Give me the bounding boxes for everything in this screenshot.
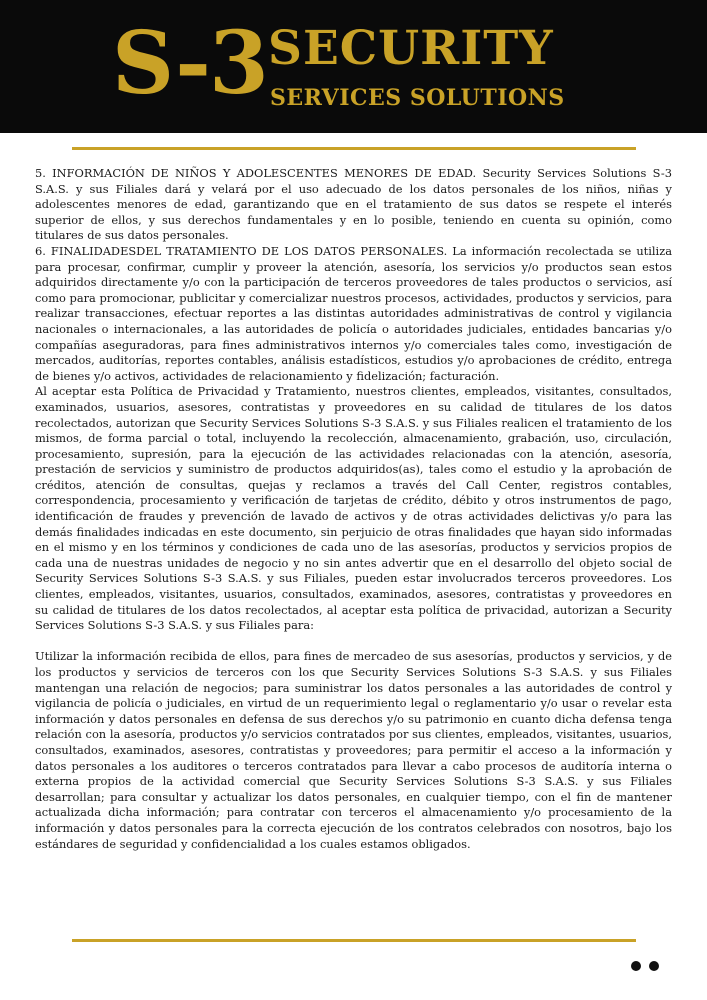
bottom-gold-rule bbox=[72, 939, 636, 942]
paragraph-data-usage: Utilizar la información recibida de ellos, para fines de mercadeo de sus asesorías, productos y servicios, y de los productos y servicios de terceros con los que Security Services Solutions S-3 S.A.S. y sus Filiales mantengan una relación de negocios; para suministrar los datos personales a las autoridades de control y vigilancia de policía o judiciales, en virtud de un requerimiento legal o reglamentario y/o usar o revelar esta información y datos personales en defensa de sus derechos y/o su patrimonio en cuanto dicha defensa tenga relación con la asesoría, productos y/o servicios contratados por sus clientes, empleados, visitantes, usuarios, consultados, examinados, asesores, contratistas y proveedores; para permitir el acceso a la información y datos personales a los auditores o terceros contratados para llevar a cabo procesos de auditoría interna o externa propios de la actividad comercial que Security Services Solutions S-3 S.A.S. y sus Filiales desarrollan; para consultar y actualizar los datos personales, en cualquier tiempo, con el fin de mantener actualizada dicha información; para contratar con terceros el almacenamiento y/o procesamiento de la información y datos personales para la correcta ejecución de los contratos celebrados con nosotros, bajo los estándares de seguridad y confidencialidad a los cuales estamos obligados. bbox=[35, 649, 672, 851]
dot-icon bbox=[649, 961, 659, 971]
top-gold-rule bbox=[72, 147, 636, 150]
document-body bbox=[35, 166, 672, 852]
logo-services-solutions-word: SERVICES SOLUTIONS bbox=[270, 85, 565, 111]
logo-s3-mark: S-3 bbox=[112, 13, 267, 114]
logo-security-word: SECURITY bbox=[268, 21, 554, 76]
header-banner bbox=[0, 0, 707, 133]
paragraph-children-data: 5. INFORMACIÓN DE NIÑOS Y ADOLESCENTES MENORES DE EDAD. Security Services Solutions S-3 S.A.S. y sus Filiales dará y velará por el uso adecuado de los datos personales de los niños, niñas y adolescentes menores de edad, garantizando que en el tratamiento de sus datos se respete el interés superior de ellos, y sus derechos fundamentales y en lo posible, teniendo en cuenta su opinión, como titulares de sus datos personales. bbox=[35, 166, 672, 243]
dot-icon bbox=[631, 961, 641, 971]
paragraph-spacer bbox=[35, 634, 672, 650]
paragraph-policy-acceptance: Al aceptar esta Política de Privacidad y Tratamiento, nuestros clientes, empleados, visitantes, consultados, examinados, usuarios, asesores, contratistas y proveedores en su calidad de titulares de los datos recolectados, autorizan que Security Services Solutions S-3 S.A.S. y sus Filiales realicen el tratamiento de los mismos, de forma parcial o total, incluyendo la recolección, almacenamiento, grabación, uso, circulación, procesamiento, supresión, para la ejecución de las actividades relacionadas con la atención, asesoría, prestación de servicios y suministro de productos adquiridos(as), tales como el estudio y la aprobación de créditos, atención de consultas, quejas y reclamos a través del Call Center, registros contables, correspondencia, procesamiento y verificación de tarjetas de crédito, débito y otros instrumentos de pago, identificación de fraudes y prevención de lavado de activos y de otras actividades delictivas y/o para las demás finalidades indicadas en este documento, sin perjuicio de otras finalidades que hayan sido informadas en el mismo y en los términos y condiciones de cada uno de las asesorías, productos y servicios propios de cada una de nuestras unidades de negocio y no sin antes advertir que en el desarrollo del objeto social de Security Services Solutions S-3 S.A.S. y sus Filiales, pueden estar involucrados terceros proveedores. Los clientes, empleados, visitantes, usuarios, consultados, examinados, asesores, contratistas y proveedores en su calidad de titulares de los datos recolectados, al aceptar esta política de privacidad, autorizan a Security Services Solutions S-3 S.A.S. y sus Filiales para: bbox=[35, 384, 672, 633]
paragraph-treatment-purposes: 6. FINALIDADESDEL TRATAMIENTO DE LOS DATOS PERSONALES. La información recolectada se utiliza para procesar, confirmar, cumplir y proveer la atención, asesoría, los servicios y/o productos sean estos adquiridos directamente y/o con la participación de terceros proveedores de tales productos o servicios, así como para promocionar, publicitar y comercializar nuestros procesos, actividades, productos y servicios, para realizar transacciones, efectuar reportes a las distintas autoridades administrativas de control y vigilancia nacionales o internacionales, a las autoridades de policía o autoridades judiciales, entidades bancarias y/o compañías aseguradoras, para fines administrativos internos y/o comerciales tales como, investigación de mercados, auditorías, reportes contables, análisis estadísticos, estudios y/o aprobaciones de crédito, entrega de bienes y/o activos, actividades de relacionamiento y fidelización; facturación. bbox=[35, 243, 672, 383]
